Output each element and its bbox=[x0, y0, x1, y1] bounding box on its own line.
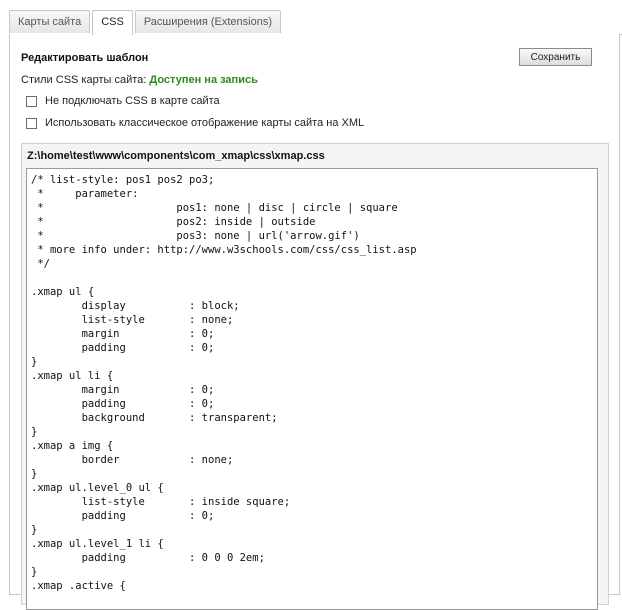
css-file-box bbox=[21, 143, 609, 605]
classic-xml-checkbox[interactable] bbox=[26, 118, 37, 129]
css-code[interactable]: /* list-style: pos1 pos2 po3; * parameter: * pos1: none | disc | circle | square * pos2: inside | outside * pos3: none | url('arrow.gif') * more info under: http://www.w3schools.com/css/css_list.asp */ .xmap ul { display : block; list-style : none; margin : 0; padding : 0; } .xmap ul li { margin : 0; padding : 0; background : transparent; } .xmap a img { border : none; } .xmap ul.level_0 ul { list-style : inside square; padding : 0; } .xmap ul.level_1 li { padding : 0 0 0 2em; } .xmap .active { bbox=[31, 174, 417, 592]
css-panel bbox=[9, 34, 620, 595]
option-classic-xml[interactable] bbox=[26, 117, 364, 129]
status-line bbox=[21, 74, 258, 86]
option-disable-css[interactable] bbox=[26, 95, 220, 107]
tab-extensions[interactable]: Расширения (Extensions) bbox=[135, 10, 281, 33]
tab-sitemaps[interactable]: Карты сайта bbox=[9, 10, 90, 33]
save-button[interactable]: Сохранить bbox=[519, 48, 592, 66]
disable-css-checkbox[interactable] bbox=[26, 96, 37, 107]
page-title: Редактировать шаблон bbox=[21, 52, 149, 64]
css-editor[interactable] bbox=[26, 168, 598, 610]
status-value: Доступен на запись bbox=[149, 74, 258, 86]
tab-css[interactable]: CSS bbox=[92, 10, 133, 35]
tab-bar bbox=[9, 10, 283, 34]
file-path: Z:\home\test\www\components\com_xmap\css\xmap.css bbox=[27, 150, 325, 162]
classic-xml-label: Использовать классическое отображение карты сайта на XML bbox=[45, 117, 365, 129]
status-label: Стили CSS карты сайта: bbox=[21, 74, 147, 86]
disable-css-label: Не подключать CSS в карте сайта bbox=[45, 95, 220, 107]
